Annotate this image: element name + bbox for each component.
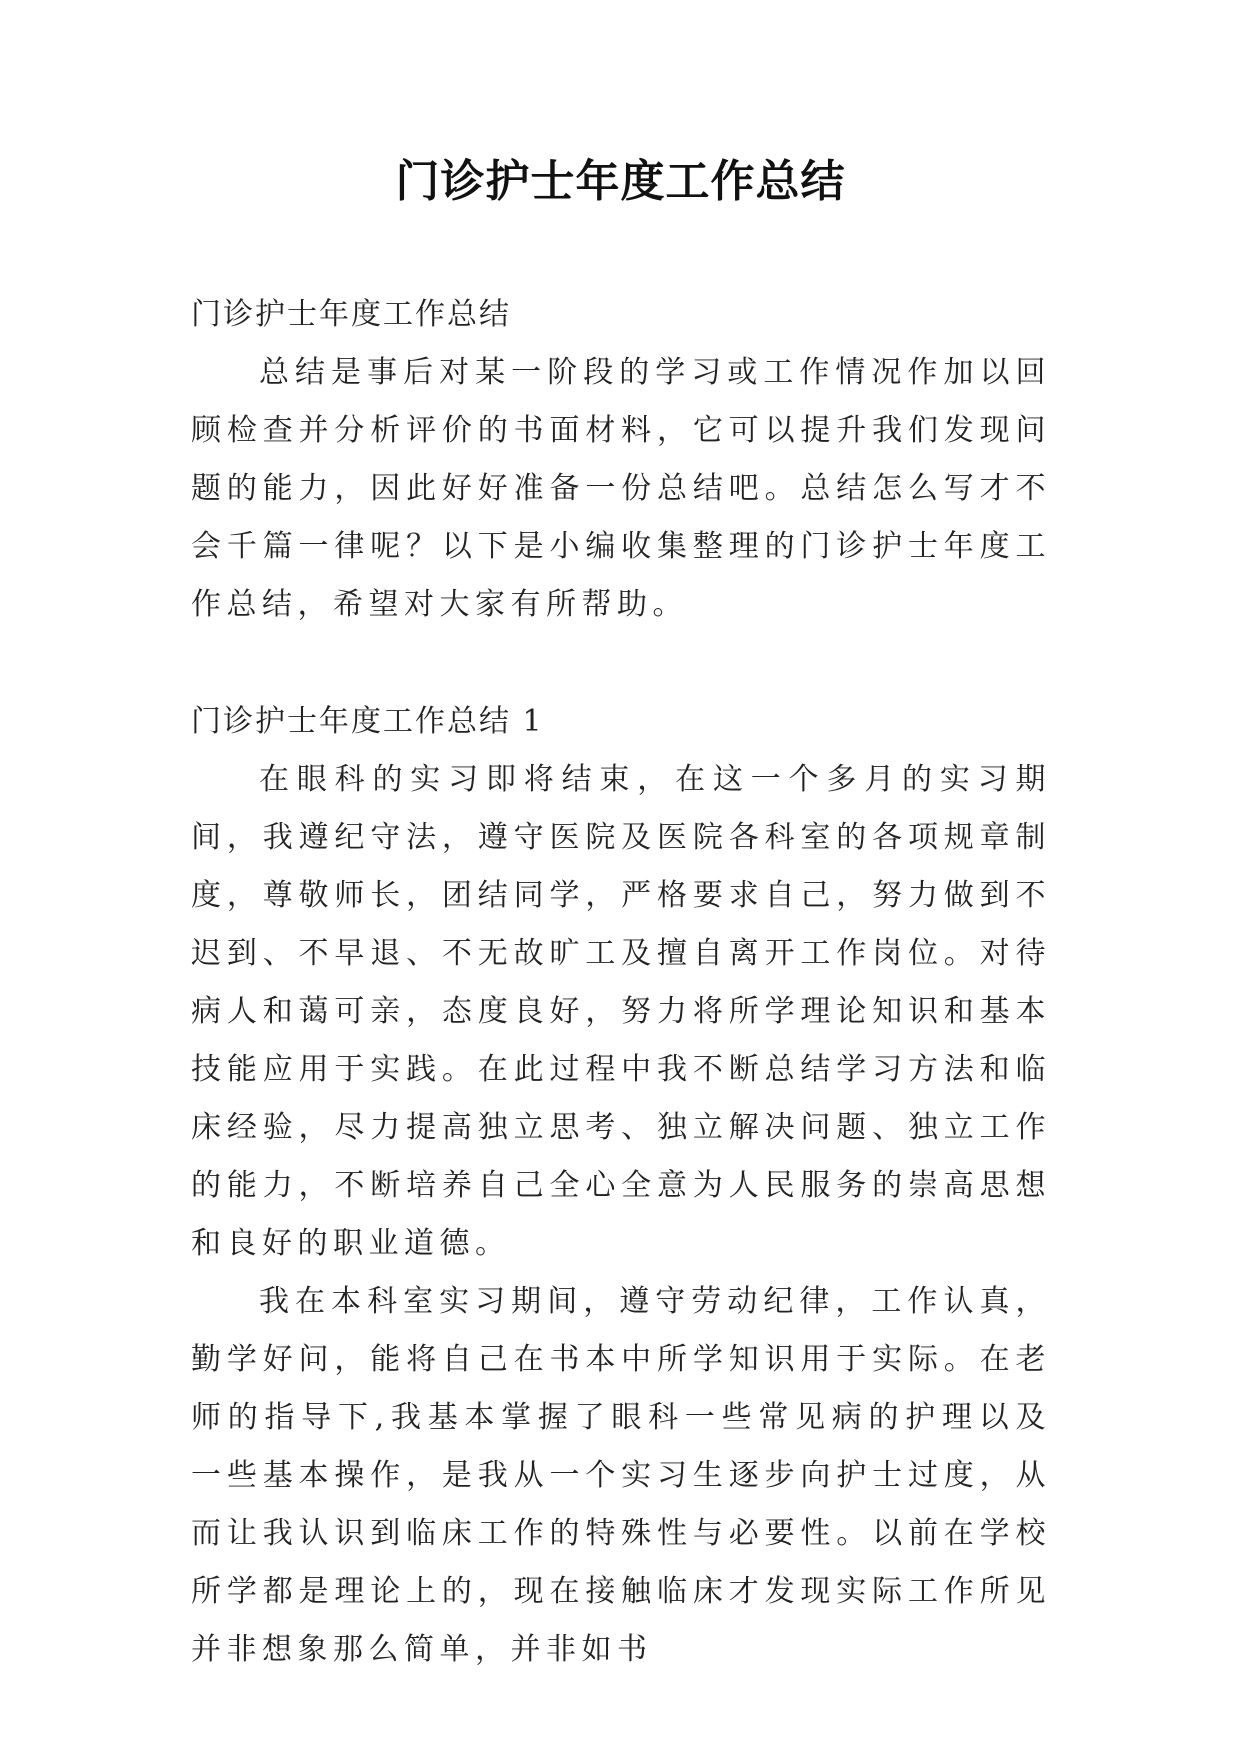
document-title: 门诊护士年度工作总结: [395, 156, 846, 207]
section-1-paragraph-2: 我在本科室实习期间，遵守劳动纪律，工作认真，勤学好问，能将自己在书本中所学知识用于实际。在老师的指导下,我基本掌握了眼科一些常见病的护理以及一些基本操作，是我从一个实习生逐步向护士过度，从而让我认识到临床工作的特殊性与必要性。以前在学校所学都是理论上的，现在接触临床才发现实际工作所见并非想象那么简单，并非如书: [191, 1284, 1051, 1667]
intro-heading: 门诊护士年度工作总结: [191, 297, 511, 332]
section-spacer: [191, 634, 1051, 693]
intro-paragraph: 总结是事后对某一阶段的学习或工作情况作加以回顾检查并分析评价的书面材料，它可以提升我们发现问题的能力，因此好好准备一份总结吧。总结怎么写才不会千篇一律呢？以下是小编收集整理的门诊护士年度工作总结，希望对大家有所帮助。: [191, 355, 1051, 622]
section-1-heading: 门诊护士年度工作总结 1: [191, 704, 544, 739]
document-body: [191, 286, 1051, 1679]
section-1-paragraph-1: 在眼科的实习即将结束，在这一个多月的实习期间，我遵纪守法，遵守医院及医院各科室的各项规章制度，尊敬师长，团结同学，严格要求自己，努力做到不迟到、不早退、不无故旷工及擅自离开工作岗位。对待病人和蔼可亲，态度良好，努力将所学理论知识和基本技能应用于实践。在此过程中我不断总结学习方法和临床经验，尽力提高独立思考、独立解决问题、独立工作的能力，不断培养自己全心全意为人民服务的崇高思想和良好的职业道德。: [191, 762, 1051, 1261]
